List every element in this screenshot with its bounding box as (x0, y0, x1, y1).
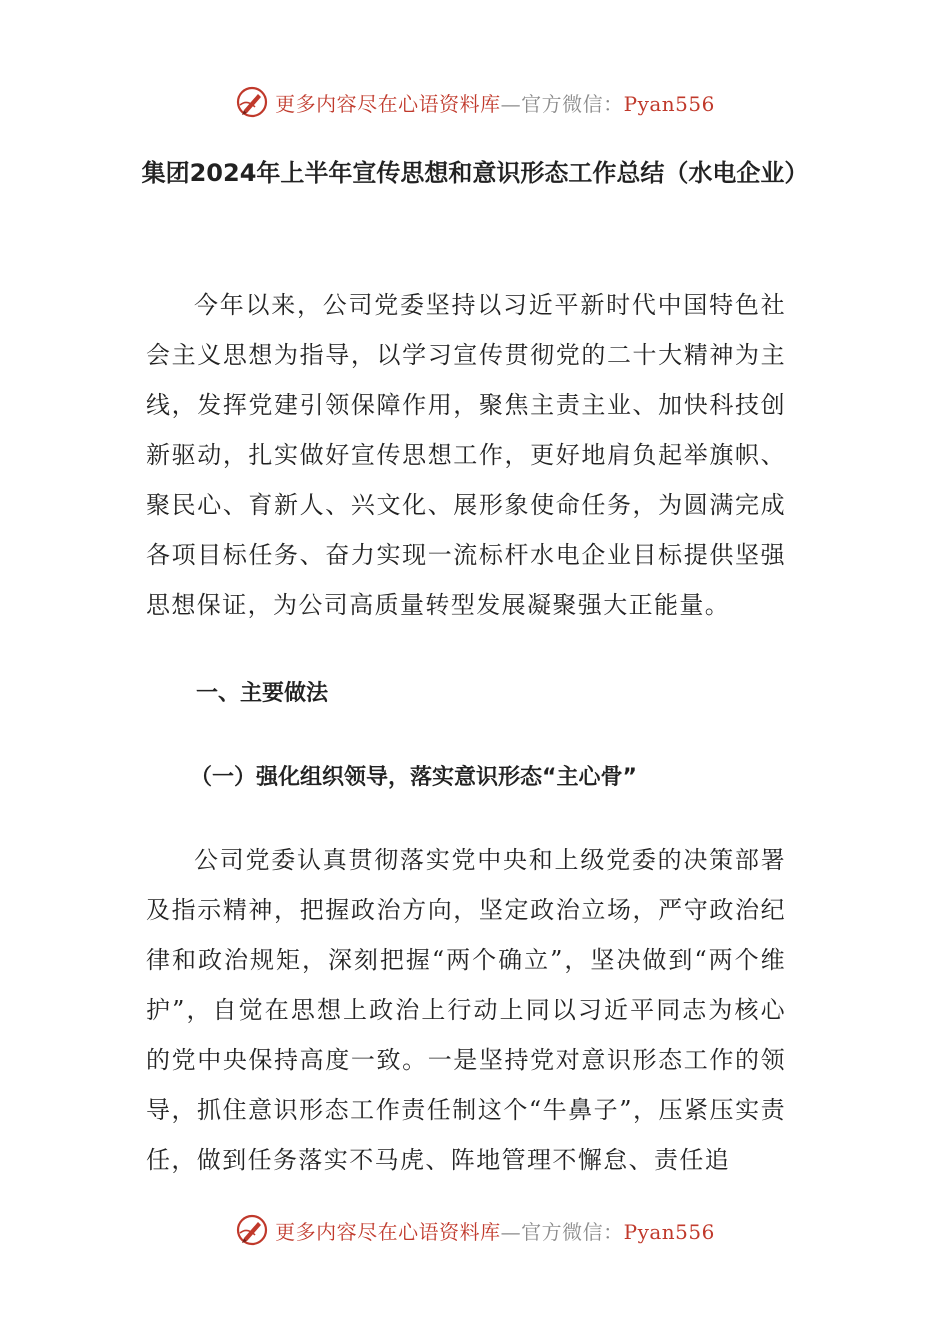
watermark-wechat-id: Pyan556 (623, 91, 715, 116)
header-watermark (0, 80, 950, 124)
watermark-text (275, 1216, 715, 1245)
subsection-heading: （一）强化组织领导，落实意识形态“主心骨” (190, 765, 637, 790)
document-title: 集团2024年上半年宣传思想和意识形态工作总结（水电企业） (141, 159, 809, 187)
intro-paragraph: 今年以来，公司党委坚持以习近平新时代中国特色社会主义思想为指导，以学习宣传贯彻党的二十大精神为主线，发挥党建引领保障作用，聚焦主责主业、加快科技创新驱动，扎实做好宣传思想工作，更好地肩负起举旗帜、聚民心、育新人、兴文化、展形象使命任务，为圆满完成各项目标任务、奋力实现一流标杆水电企业目标提供坚强思想保证，为公司高质量转型发展凝聚强大正能量。 (146, 291, 786, 619)
watermark-text (275, 88, 715, 117)
body-paragraph: 公司党委认真贯彻落实党中央和上级党委的决策部署及指示精神，把握政治方向，坚定政治立场，严守政治纪律和政治规矩，深刻把握“两个确立”，坚决做到“两个维护”，自觉在思想上政治上行动上同以习近平同志为核心的党中央保持高度一致。一是坚持党对意识形态工作的领导，抓住意识形态工作责任制这个“牛鼻子”，压紧压实责任，做到任务落实不马虎、阵地管理不懈怠、责任追 (146, 846, 786, 1174)
footer-watermark (0, 1208, 950, 1252)
watermark-separator: — (500, 1219, 522, 1244)
watermark-contact: 官方微信： (521, 1219, 624, 1244)
watermark-contact: 官方微信： (521, 91, 624, 116)
section-heading: 一、主要做法 (196, 681, 329, 706)
watermark-brand: 更多内容尽在心语资料库 (275, 91, 501, 116)
watermark-brand: 更多内容尽在心语资料库 (275, 1219, 501, 1244)
pen-logo-icon (235, 85, 269, 119)
watermark-separator: — (500, 91, 522, 116)
pen-logo-icon (235, 1213, 269, 1247)
watermark-wechat-id: Pyan556 (623, 1219, 715, 1244)
